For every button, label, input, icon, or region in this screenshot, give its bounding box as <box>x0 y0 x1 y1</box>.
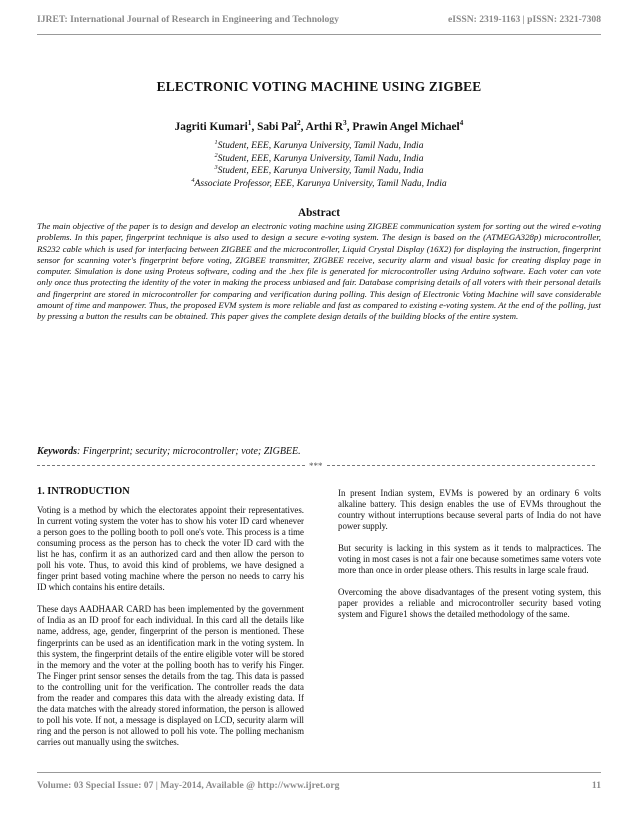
paragraph: These days AADHAAR CARD has been implemented by the government of India as an ID proof for each individual. In this card all the details like name, address, age, gender, fingerprint of the person is mentioned. These fingerprints can be used as an identification mark in the voting system. In this system, the fingerprint details of the entire eligible voter will be stored in the memory and the voter at the polling booth has to verify his Finger. The Finger print sensor senses the details from the tag. This data is passed to the controlling unit for the verification. The controller reads the data from the reader and compares this data with the already existing data. If the data matches with the already stored information, the person is allowed to poll his vote. If not, a message is displayed on LCD, security alarm will ring and the person is not allowed to poll his vote. The polling mechanism carries out manually using the switches. <box>37 604 304 747</box>
affiliation-line: $^4$Associate Professor, EEE, Karunya University, Tamil Nadu, India <box>191 176 447 189</box>
footer-rule <box>37 772 601 773</box>
abstract-heading: Abstract <box>297 207 341 219</box>
page-number: 11 <box>591 780 601 791</box>
separator-stars: *** <box>309 460 323 471</box>
abstract-text: The main objective of the paper is to design and develop an electronic voting machine using ZIGBEE communication system for sorting out the wired e-voting problems. In this paper, fingerprint technique is also used to design a secure e-voting system. The design is based on the (ATMEGA328p) microcontroller, RS232 cable which is used for interfacing between ZIGBEE and the microcontroller, Liquid Crystal Display (16X2) for displaying the instruction, fingerprint sensor for scanning voter's fingerprint before voting, ZIGBEE transmitter, ZIGBEE receive, security alarm and visual basic for creating display page in computer. Simulation is done using Proteus software, coding and the .hex file is generated for microcontroller using Arduino software. Each voter can vote only once thus protecting the identity of the voter in making the process unbiased and fair. Database comprising details of all voters with their personal details and fingerprint are stored in microcontroller for comparing and verification during polling. This design of Electronic Voting Machine will save considerable amount of time and manpower. Thus, the proposed EVM system is more reliable and fast as compared to existing e-voting system. At the end of the polling, just by pressing a button the results can be obtained. This paper gives the complete design details of the building blocks of the entire system. <box>37 221 601 322</box>
header-rule <box>37 34 601 35</box>
author-sup: 1 <box>247 118 252 128</box>
left-column <box>37 486 304 759</box>
author-name: Arthi R <box>305 121 344 133</box>
author-sup: 4 <box>459 118 464 128</box>
section-heading: 1. INTRODUCTION <box>37 486 130 497</box>
journal-name: IJRET: International Journal of Research in Engineering and Technology <box>37 14 339 25</box>
right-column <box>338 488 601 631</box>
running-footer <box>37 780 601 791</box>
affiliation-line: $^1$Student, EEE, Karunya University, Tamil Nadu, India <box>214 138 424 151</box>
paragraph: Voting is a method by which the electorates appoint their representatives. In current voting system the voter has to show his voter ID card whenever a person goes to the polling booth to poll one's vote. This process is a time consuming process as the person has to check the voter ID card with the list he has, confirm it as an authorized card and then allow the person to poll his vote. Thus, to avoid this kind of problems, we have designed a finger print based voting machine where the person no needs to carry his ID which contains his entire details. <box>37 505 304 593</box>
author-list: Jagriti Kumari$^1$, Sabi Pal$^2$, Arthi $R^3$, Prawin Angel Michael$^4$ <box>174 118 464 133</box>
author-name: Prawin Angel Michael <box>352 121 460 133</box>
author-sup: 2 <box>296 118 301 128</box>
affiliation-line: $^2$Student, EEE, Karunya University, Tamil Nadu, India <box>214 151 424 164</box>
volume-info: Volume: 03 Special Issue: 07 | May-2014, Available @ http://www.ijret.org <box>37 780 340 791</box>
keywords-label: Keywords <box>37 446 77 457</box>
affiliations <box>37 140 601 190</box>
keywords-text: : Fingerprint; security; microcontroller; vote; ZIGBEE. <box>77 446 301 457</box>
author-name: Sabi Pal <box>257 121 297 133</box>
affiliation-line: $^3$Student, EEE, Karunya University, Tamil Nadu, India <box>214 164 424 177</box>
running-header <box>37 10 601 34</box>
section-separator <box>37 460 601 472</box>
keywords <box>37 446 601 457</box>
issn-info: eISSN: 2319-1163 | pISSN: 2321-7308 <box>448 14 601 25</box>
author-sup: 3 <box>343 118 347 128</box>
author-name: Jagriti Kumari <box>174 121 248 133</box>
paragraph: In present Indian system, EVMs is powered by an ordinary 6 volts alkaline battery. This design enables the use of EVMs throughout the country without interruptions because several parts of India do not have power supply. <box>338 488 601 532</box>
paragraph: But security is lacking in this system as it tends to malpractices. The voting in most cases is not a fair one because sometimes same voters vote more than once in order please others. This results in large scale fraud. <box>338 543 601 576</box>
paper-title: ELECTRONIC VOTING MACHINE USING ZIGBEE <box>156 79 482 94</box>
paragraph: Overcoming the above disadvantages of the present voting system, this paper provides a reliable and microcontroller security based voting system and Figure1 shows the detailed methodology of the same. <box>338 587 601 620</box>
